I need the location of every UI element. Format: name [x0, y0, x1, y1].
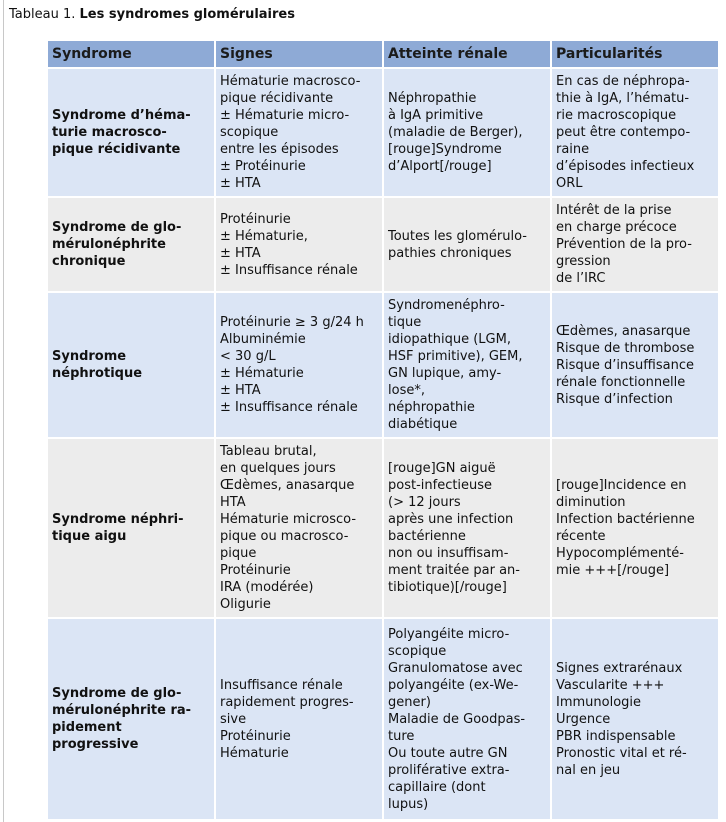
cell-line: Signes extrarénaux — [556, 660, 683, 676]
header-syndrome: Syndrome — [48, 41, 214, 67]
cell-line: entre les épisodes — [220, 142, 339, 157]
cell-line: non ou insuffisam- — [388, 546, 509, 561]
caption-prefix: Tableau 1. — [9, 7, 80, 22]
cell-line: ment traitée par an- — [388, 563, 520, 578]
cell-line: ± Hématurie — [220, 366, 304, 381]
cell-line: mérulonéphrite ra- — [52, 703, 192, 718]
cell-line: Risque d’insuffisance — [556, 357, 694, 373]
cell-line: [rouge]Incidence en — [556, 478, 687, 493]
cell-signes — [216, 69, 382, 196]
cell-line: d’Alport[/rouge] — [388, 159, 492, 174]
cell-line: Néphropathie — [388, 91, 477, 106]
cell-line: néphropathie — [388, 400, 475, 415]
cell-line: Syndrome néphri- — [52, 512, 184, 527]
cell-line: nal en jeu — [556, 762, 621, 778]
glomerular-syndromes-table — [46, 39, 720, 821]
cell-line: Syndrome de glo- — [52, 686, 182, 701]
cell-line: ± Hématurie micro- — [220, 108, 350, 123]
cell-line: mérulonéphrite — [52, 237, 166, 252]
cell-line: ± Insuffisance rénale — [220, 400, 358, 415]
cell-line: ± HTA — [220, 176, 261, 191]
cell-line: lupus) — [388, 796, 429, 812]
cell-line: Hématurie microsco- — [220, 512, 357, 527]
cell-line: thie à IgA, l’hématu- — [556, 91, 690, 106]
cell-line: diabétique — [388, 417, 458, 432]
cell-atteinte — [384, 619, 550, 819]
header-row — [48, 41, 718, 67]
header-signes: Signes — [216, 41, 382, 67]
cell-signes — [216, 439, 382, 617]
cell-line: pique ou macrosco- — [220, 529, 349, 544]
cell-line: Pronostic vital et ré- — [556, 745, 687, 761]
cell-line: Syndrome de glo- — [52, 220, 182, 235]
cell-line: bactérienne — [388, 529, 466, 544]
cell-signes — [216, 293, 382, 437]
cell-line: récente — [556, 529, 606, 544]
cell-line: progressive — [52, 737, 139, 752]
cell-syndrome — [48, 198, 214, 291]
cell-line: gener) — [388, 694, 431, 710]
cell-line: scopique — [220, 125, 279, 140]
cell-line: sive — [220, 711, 247, 727]
cell-line: en charge précoce — [556, 220, 677, 235]
cell-line: Risque d’infection — [556, 391, 673, 407]
cell-atteinte — [384, 69, 550, 196]
cell-line: [rouge]Syndrome — [388, 142, 502, 157]
cell-line: Protéinurie — [220, 563, 291, 578]
cell-line: Protéinurie — [220, 728, 291, 744]
table-row — [48, 69, 718, 196]
cell-line: HSF primitive), GEM, — [388, 349, 523, 364]
left-border-line — [3, 0, 4, 822]
cell-line: rie macroscopique — [556, 108, 677, 123]
cell-line: de l’IRC — [556, 271, 606, 286]
cell-line: PBR indispensable — [556, 728, 676, 744]
cell-line: ± Protéinurie — [220, 159, 306, 174]
cell-line: ± Insuffisance rénale — [220, 262, 358, 278]
cell-line: mie +++[/rouge] — [556, 563, 670, 578]
header-atteinte: Atteinte rénale — [384, 41, 550, 67]
cell-line: Immunologie — [556, 694, 642, 710]
cell-line: (> 12 jours — [388, 495, 461, 510]
cell-line: Syndromenéphro- — [388, 298, 505, 313]
cell-line: tibiotique)[/rouge] — [388, 580, 507, 595]
cell-line: Tableau brutal, — [220, 444, 317, 459]
cell-line: HTA — [220, 495, 246, 510]
cell-particularites — [552, 69, 718, 196]
cell-line: Œdèmes, anasarque — [220, 478, 355, 493]
cell-line: (maladie de Berger), — [388, 125, 523, 140]
cell-line: Prévention de la pro- — [556, 237, 692, 252]
cell-line: post-infectieuse — [388, 478, 493, 493]
cell-line: GN lupique, amy- — [388, 366, 502, 381]
cell-line: idiopathique (LGM, — [388, 332, 511, 347]
cell-atteinte — [384, 439, 550, 617]
cell-line: ture — [388, 728, 415, 744]
cell-line: Hypocomplémenté- — [556, 546, 684, 561]
cell-line: Ou toute autre GN — [388, 745, 508, 761]
cell-line: capillaire (dont — [388, 779, 486, 795]
cell-particularites — [552, 439, 718, 617]
cell-line: néphrotique — [52, 366, 143, 381]
cell-line: Urgence — [556, 711, 611, 727]
table-row — [48, 619, 718, 819]
cell-atteinte — [384, 293, 550, 437]
table-row — [48, 439, 718, 617]
cell-line: pathies chroniques — [388, 245, 512, 261]
cell-line: Oligurie — [220, 597, 271, 612]
cell-line: Œdèmes, anasarque — [556, 323, 691, 339]
cell-line: rénale fonctionnelle — [556, 374, 686, 390]
cell-line: Insuffisance rénale — [220, 677, 343, 693]
caption-title: Les syndromes glomérulaires — [79, 7, 295, 22]
table-caption — [9, 6, 295, 23]
cell-line: tique — [388, 315, 422, 330]
cell-line: Hématurie macrosco- — [220, 74, 361, 89]
cell-line: Granulomatose avec — [388, 660, 523, 676]
cell-particularites — [552, 293, 718, 437]
cell-line: Protéinurie ≥ 3 g/24 h — [220, 315, 364, 330]
cell-line: Vascularite +++ — [556, 677, 665, 693]
table-row — [48, 198, 718, 291]
cell-line: Intérêt de la prise — [556, 203, 672, 218]
cell-line: Risque de thrombose — [556, 340, 695, 356]
cell-line: ± HTA — [220, 383, 261, 398]
cell-line: IRA (modérée) — [220, 580, 314, 595]
cell-line: après une infection — [388, 512, 514, 527]
cell-line: diminution — [556, 495, 626, 510]
cell-line: En cas de néphropa- — [556, 74, 690, 89]
cell-line: Toutes les glomérulo- — [388, 228, 528, 244]
table-row — [48, 293, 718, 437]
cell-line: Hématurie — [220, 745, 289, 761]
cell-particularites — [552, 619, 718, 819]
cell-syndrome — [48, 293, 214, 437]
cell-line: pique récidivante — [220, 91, 334, 106]
cell-line: turie macrosco- — [52, 125, 167, 140]
cell-line: Syndrome d’héma- — [52, 108, 191, 123]
cell-line: Protéinurie — [220, 211, 291, 227]
cell-line: tique aigu — [52, 529, 127, 544]
cell-line: scopique — [388, 643, 447, 659]
cell-line: Polyangéite micro- — [388, 626, 510, 642]
cell-line: raine — [556, 142, 590, 157]
cell-line: < 30 g/L — [220, 349, 276, 364]
cell-line: pidement — [52, 720, 122, 735]
cell-syndrome — [48, 619, 214, 819]
table-body — [48, 69, 718, 819]
cell-line: ± Hématurie, — [220, 228, 308, 244]
cell-line: Syndrome — [52, 349, 127, 364]
header-particularites: Particularités — [552, 41, 718, 67]
cell-line: en quelques jours — [220, 461, 336, 476]
cell-line: à IgA primitive — [388, 108, 484, 123]
cell-line: Infection bactérienne — [556, 512, 695, 527]
cell-line: ± HTA — [220, 245, 261, 261]
cell-line: rapidement progres- — [220, 694, 354, 710]
cell-syndrome — [48, 69, 214, 196]
cell-line: pique — [220, 546, 257, 561]
cell-line: chronique — [52, 254, 126, 269]
cell-signes — [216, 198, 382, 291]
cell-line: [rouge]GN aiguë — [388, 461, 496, 476]
cell-signes — [216, 619, 382, 819]
cell-atteinte — [384, 198, 550, 291]
cell-line: d’épisodes infectieux — [556, 159, 695, 174]
cell-line: polyangéite (ex-We- — [388, 677, 519, 693]
cell-line: gression — [556, 254, 611, 269]
cell-line: lose*, — [388, 383, 425, 398]
cell-line: Maladie de Goodpas- — [388, 711, 526, 727]
cell-line: Albuminémie — [220, 332, 306, 347]
cell-line: ORL — [556, 176, 583, 191]
cell-line: peut être contempo- — [556, 125, 691, 140]
cell-particularites — [552, 198, 718, 291]
cell-syndrome — [48, 439, 214, 617]
cell-line: proliférative extra- — [388, 762, 510, 778]
cell-line: pique récidivante — [52, 142, 181, 157]
